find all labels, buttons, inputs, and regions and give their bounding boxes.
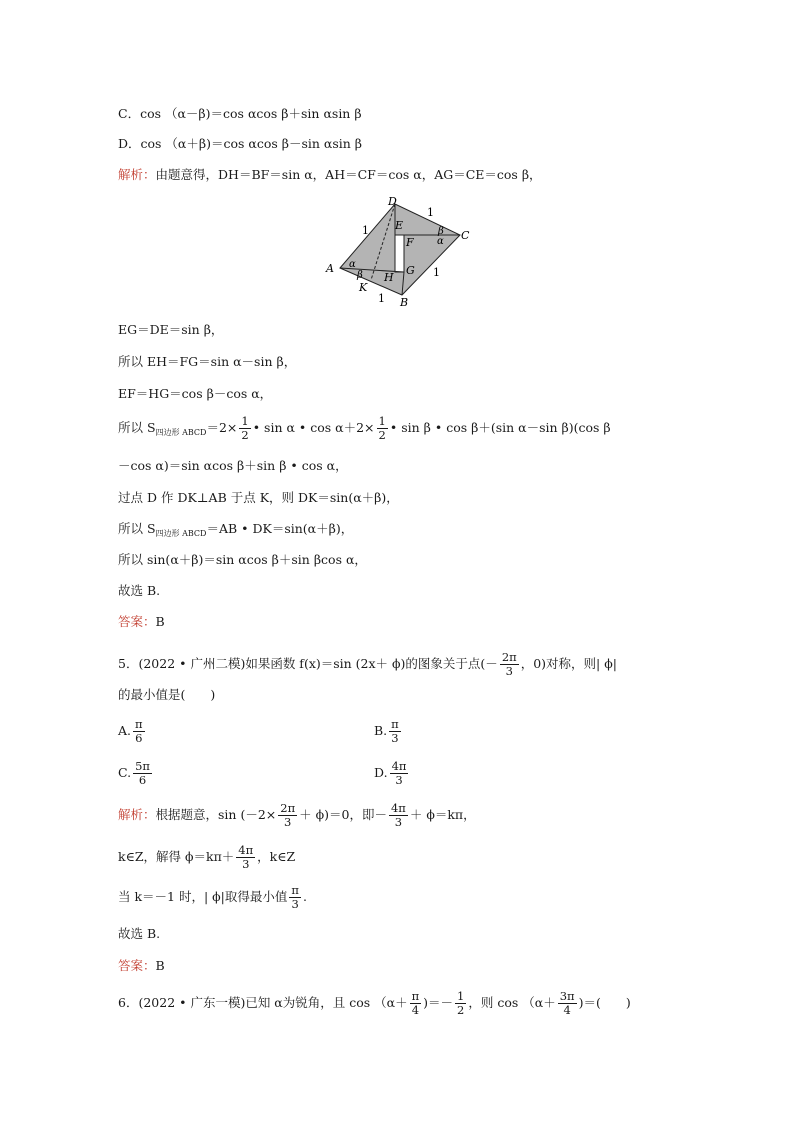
q5-analysis-choose: 故选 B.	[118, 926, 161, 941]
geometry-figure	[320, 194, 480, 312]
label-one-ab: 1	[378, 292, 385, 305]
q5-analysis-line3: 当 k＝－1 时，| ϕ|取得最小值 $\frac{\pi}{3}$ .	[118, 883, 307, 911]
p4-line-choose: 故选 B.	[118, 583, 161, 598]
label-one-cb: 1	[433, 266, 440, 279]
p4-line-result: 所以 sin(α＋β)＝sin αcos β＋sin βcos α，	[118, 552, 367, 567]
answer-5: 答案：B	[118, 958, 165, 973]
label-A: A	[326, 262, 334, 275]
p4-line-eh: 所以 EH＝FG＝sin α－sin β，	[118, 354, 297, 369]
analysis-p4-line1	[118, 167, 542, 183]
answer-label: 答案：	[118, 614, 156, 629]
inner-rectangle	[395, 235, 404, 272]
question-5-stem: 5．(2022 • 广州二模)如果函数 f(x)＝sin (2x＋ ϕ)的图象关于点(－ $\frac{2\pi}{3}$ ，0)对称，则| ϕ|	[118, 650, 617, 678]
analysis-text: 由题意得，DH＝BF＝sin α，AH＝CF＝cos α，AG＝CE＝cos β，	[155, 167, 542, 182]
q5-analysis-line1: 解析：根据题意，sin (－2× $\frac{2\pi}{3}$ ＋ ϕ)＝0，即－ $\frac{4\pi}{3}$ ＋ ϕ＝kπ，	[118, 801, 476, 829]
label-D: D	[388, 195, 397, 208]
p4-line-area: 所以 $S_{四边形 ABCD}=2\times$ $\frac{1}{2}$ • sin α • cos α＋2× $\frac{1}{2}$ • sin β • cos β＋(sin α－sin β)(cos β	[118, 414, 611, 442]
label-one-dc: 1	[427, 206, 434, 219]
p4-line-area-cont: －cos α)＝sin αcos β＋sin β • cos α，	[118, 458, 348, 473]
q5-options-row2	[118, 758, 638, 788]
p4-line-ef: EF＝HG＝cos β－cos α，	[118, 386, 273, 401]
label-beta-a: β	[357, 270, 363, 281]
analysis-label: 解析：	[118, 167, 156, 182]
label-C: C	[461, 229, 470, 242]
label-H: H	[384, 271, 394, 284]
option-d: D．cos （α＋β)＝cos αcos β－sin αsin β	[118, 136, 363, 151]
label-G: G	[406, 264, 415, 277]
label-alpha-c: α	[437, 236, 444, 247]
option-c: C．cos （α－β)＝cos αcos β＋sin αsin β	[118, 106, 362, 121]
q5-analysis-line2: k∈Z，解得 ϕ＝kπ＋ $\frac{4\pi}{3}$ ，k∈Z	[118, 843, 296, 871]
label-F: F	[406, 236, 414, 249]
label-B: B	[400, 296, 409, 309]
q5-options-row1	[118, 716, 638, 746]
q5-option-a: A. $\frac{\pi}{6}$	[118, 717, 143, 745]
answer-4: 答案：B	[118, 614, 165, 629]
label-beta-c: β	[438, 226, 444, 237]
q5-option-c: C. $\frac{5\pi}{6}$	[118, 759, 150, 787]
question-5-stem-line2: 的最小值是( )	[118, 687, 216, 702]
question-6-stem: 6．(2022 • 广东一模)已知 α为锐角，且 cos （α＋ $\frac{\pi}{4}$ )＝－ $\frac{1}{2}$ ，则 cos （α＋ $\frac{3\pi}{4}$ )＝( )	[118, 989, 631, 1017]
p4-line-eg: EG＝DE＝sin β，	[118, 322, 224, 337]
label-E: E	[395, 219, 404, 232]
p4-line-dk: 过点 D 作 DK⊥AB 于点 K，则 DK＝sin(α＋β)，	[118, 490, 399, 505]
label-K: K	[359, 281, 368, 294]
q5-option-b: B. $\frac{\pi}{3}$	[374, 717, 399, 745]
label-alpha-a: α	[349, 259, 356, 270]
p4-line-area2: 所以 $S_{四边形 ABCD}=AB$ • DK＝sin(α＋β)，	[118, 521, 354, 538]
fraction-2pi-3: $\frac{2\pi}{3}$	[501, 650, 517, 678]
label-one-ad: 1	[362, 224, 369, 237]
fraction-half: $\frac{1}{2}$	[378, 414, 386, 442]
q5-option-d: D. $\frac{4\pi}{3}$	[374, 759, 407, 787]
fraction-half: $\frac{1}{2}$	[241, 414, 249, 442]
